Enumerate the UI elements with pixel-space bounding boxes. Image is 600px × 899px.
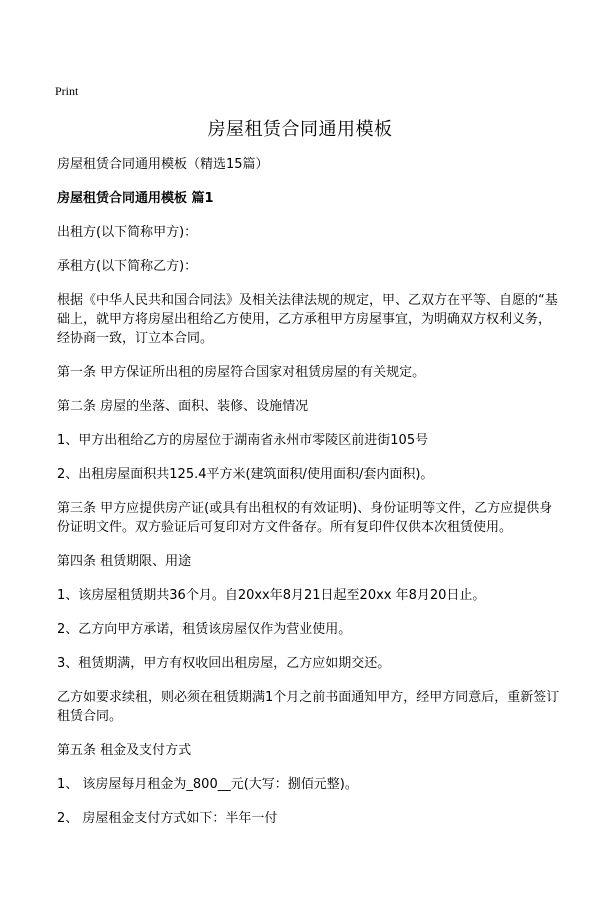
- article-2-item-2: 2、出租房屋面积共125.4平方米(建筑面积/使用面积/套内面积)。: [57, 467, 434, 482]
- lessee-line: 承租方(以下简称乙方)：: [57, 259, 198, 274]
- article-4-item-1: 1、该房屋租赁期共36个月。自20xx年8月21日起至20xx 年8月20日止。: [57, 588, 486, 603]
- article-4-heading: 第四条 租赁期限、用途: [57, 554, 192, 569]
- document-title: 房屋租赁合同通用模板: [207, 119, 393, 140]
- article-1: 第一条 甲方保证所出租的房屋符合国家对租赁房屋的有关规定。: [57, 365, 426, 380]
- article-3: 第三条 甲方应提供房产证(或具有出租权的有效证明)、身份证明等文件，乙方应提供身份证明文件。双方验证后可复印对方文件备存。所有复印件仅供本次租赁使用。: [57, 501, 553, 535]
- preamble-paragraph: 根据《中华人民共和国合同法》及相关法律法规的规定，甲、乙双方在平等、自愿的“基础上，就甲方将房屋出租给乙方使用，乙方承租甲方房屋事宜，为明确双方权利义务，经协商一致，订立本合同。: [57, 293, 558, 346]
- article-5-heading: 第五条 租金及支付方式: [57, 743, 192, 758]
- document-body: [57, 155, 560, 843]
- article-2-item-1: 1、甲方出租给乙方的房屋位于湖南省永州市零陵区前进街105号: [57, 433, 429, 448]
- article-5-item-1: 1、 该房屋每月租金为_800__元(大写：捌佰元整)。: [57, 777, 358, 792]
- article-2-heading: 第二条 房屋的坐落、面积、装修、设施情况: [57, 399, 309, 414]
- renewal-paragraph: 乙方如要求续租，则必须在租赁期满1个月之前书面通知甲方，经甲方同意后，重新签订租赁合同。: [57, 690, 560, 724]
- lessor-line: 出租方(以下简称甲方)：: [57, 225, 198, 240]
- article-5-item-2: 2、 房屋租金支付方式如下：半年一付: [57, 811, 278, 826]
- section-heading: 房屋租赁合同通用模板 篇1: [57, 191, 214, 206]
- article-4-item-3: 3、租赁期满，甲方有权收回出租房屋，乙方应如期交还。: [57, 656, 391, 671]
- article-4-item-2: 2、乙方向甲方承诺，租赁该房屋仅作为营业使用。: [57, 622, 352, 637]
- print-link[interactable]: Print: [55, 84, 79, 98]
- subtitle-paragraph: 房屋租赁合同通用模板（精选15篇）: [57, 157, 269, 172]
